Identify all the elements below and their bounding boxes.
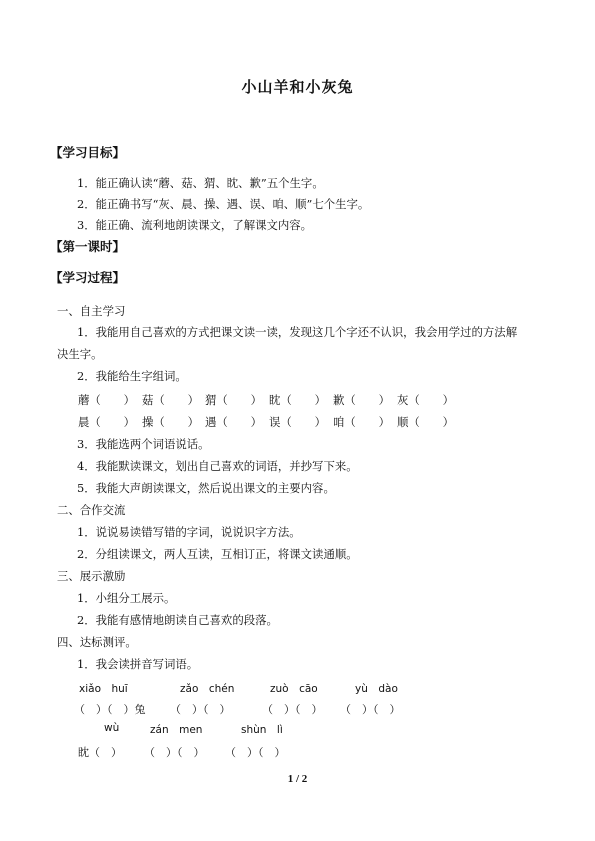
- answer-blanks: （ ）（ ）兔: [74, 703, 146, 716]
- goal-item-2: 2．能正确书写“灰、晨、操、遇、误、咱、顺”七个生字。: [77, 197, 370, 211]
- word-cell: 晨（ ）: [78, 415, 135, 429]
- pinyin-label: zǎo chén: [180, 683, 235, 695]
- word-cell: 咱（ ）: [333, 415, 390, 429]
- word-cell: 误（ ）: [269, 415, 326, 429]
- answer-blanks: （ ）（ ）: [340, 703, 401, 716]
- pinyin-label: wù: [104, 722, 120, 734]
- part2-title: 二、合作交流: [57, 503, 126, 517]
- part1-item1-line2: 决生字。: [57, 347, 103, 361]
- pinyin-label: xiǎo huī: [79, 683, 128, 695]
- part1-item4: 4．我能默读课文，划出自己喜欢的词语，并抄写下来。: [77, 459, 358, 473]
- word-cell: 蘑（ ）: [78, 393, 135, 407]
- pinyin-label: yù dào: [355, 683, 398, 695]
- pinyin-label: shùn lì: [241, 724, 283, 736]
- answer-blanks: （ ）（ ）: [262, 703, 323, 716]
- answer-blanks: 眈（ ）: [78, 746, 122, 759]
- word-cell: 灰（ ）: [397, 393, 454, 407]
- part1-item5: 5．我能大声朗读课文，然后说出课文的主要内容。: [77, 481, 335, 495]
- part1-title: 一、自主学习: [57, 304, 126, 318]
- answer-blanks: （ ）（ ）: [144, 746, 205, 759]
- word-cell: 顺（ ）: [397, 415, 454, 429]
- word-cell: 菇（ ）: [142, 393, 199, 407]
- part2-item1: 1．说说易读错写错的字词，说说识字方法。: [77, 525, 301, 539]
- pinyin-label: zuò cāo: [270, 683, 318, 695]
- answer-blanks: （ ）（ ）: [170, 703, 231, 716]
- part3-item2: 2．我能有感情地朗读自己喜欢的段落。: [77, 613, 278, 627]
- goals-heading: 【学习目标】: [50, 145, 126, 160]
- goal-item-3: 3．能正确、流利地朗读课文，了解课文内容。: [77, 218, 313, 232]
- word-cell: 遇（ ）: [205, 415, 262, 429]
- word-cell: 猬（ ）: [205, 393, 262, 407]
- goal-item-1: 1．能正确认读“蘑、菇、猬、眈、歉”五个生字。: [77, 176, 324, 190]
- part3-title: 三、展示激励: [57, 569, 126, 583]
- part4-item1: 1．我会读拼音写词语。: [77, 657, 199, 671]
- part4-title: 四、达标测评。: [57, 635, 137, 649]
- process-heading: 【学习过程】: [50, 270, 126, 285]
- lesson-heading: 【第一课时】: [50, 239, 126, 254]
- word-cell: 歉（ ）: [333, 393, 390, 407]
- pinyin-label: zán men: [150, 724, 203, 736]
- word-cell: 眈（ ）: [269, 393, 326, 407]
- word-cell: 操（ ）: [142, 415, 199, 429]
- page-title: 小山羊和小灰兔: [241, 78, 354, 96]
- part1-item3: 3．我能选两个词语说话。: [77, 437, 210, 451]
- part1-item2: 2．我能给生字组词。: [77, 369, 187, 383]
- page-number: 1 / 2: [287, 773, 308, 785]
- answer-blanks: （ ）（ ）: [225, 746, 286, 759]
- part3-item1: 1．小组分工展示。: [77, 591, 176, 605]
- part2-item2: 2．分组读课文，两人互读，互相订正，将课文读通顺。: [77, 547, 358, 561]
- part1-item1-line1: 1．我能用自己喜欢的方式把课文读一读，发现这几个字还不认识，我会用学过的方法解: [77, 325, 518, 339]
